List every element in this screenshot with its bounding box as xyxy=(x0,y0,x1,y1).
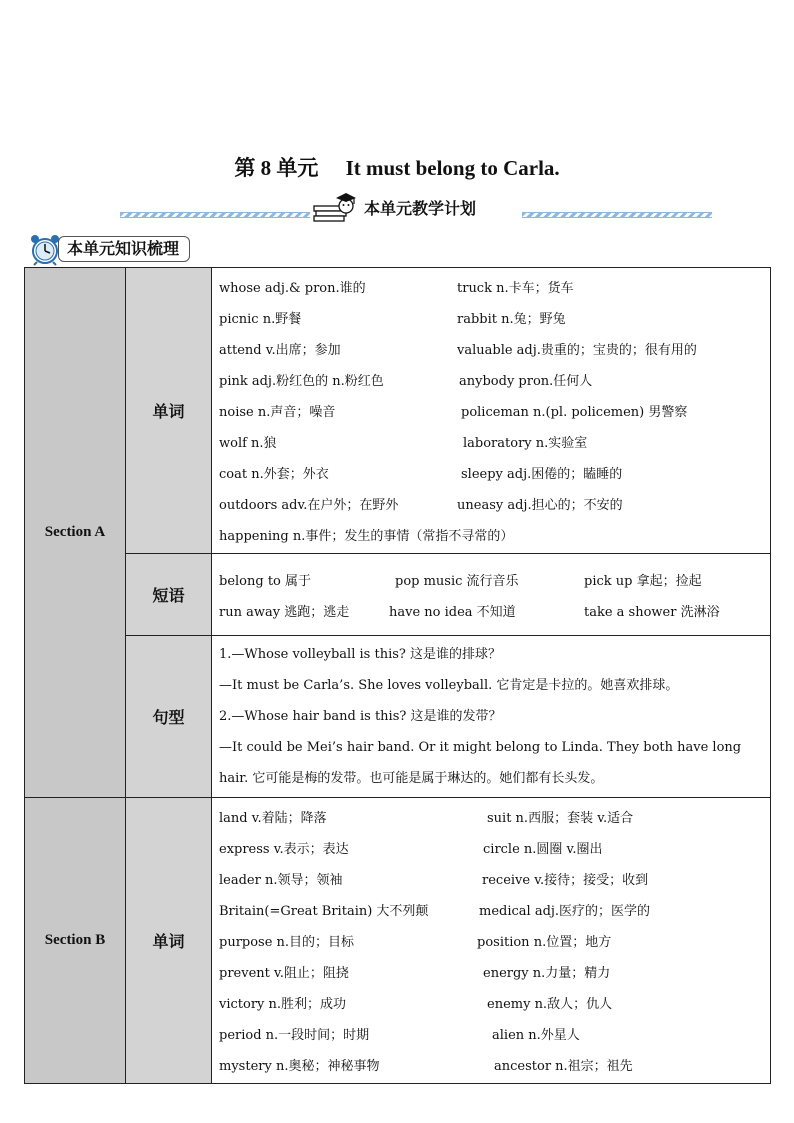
table-row xyxy=(25,798,771,1084)
section-a-sentence-label: 句型 xyxy=(126,636,212,798)
vocab-entry: attend v.出席；参加 xyxy=(219,343,341,358)
list-item xyxy=(219,333,764,364)
vocab-entry: anybody pron.任何人 xyxy=(459,374,593,389)
section-a-vocab-cell xyxy=(212,268,771,554)
books-graduation-cap-icon xyxy=(312,192,358,222)
list-item xyxy=(219,457,764,488)
section-a-phrase-label: 短语 xyxy=(126,554,212,636)
vocab-entry: pop music 流行音乐 xyxy=(395,573,519,589)
section-a-label: Section A xyxy=(25,268,126,798)
unit-number: 第 8 单元 xyxy=(234,156,319,180)
list-item xyxy=(219,488,764,519)
vocab-entry: prevent v.阻止；阻挠 xyxy=(219,966,349,981)
list-item xyxy=(219,987,764,1018)
vocab-entry: policeman n.(pl. policemen) 男警察 xyxy=(461,405,688,420)
vocab-entry: valuable adj.贵重的；宝贵的；很有用的 xyxy=(457,343,697,358)
vocab-entry: medical adj.医疗的；医学的 xyxy=(479,904,651,919)
vocab-entry: noise n.声音；噪音 xyxy=(219,405,336,420)
vocab-entry: position n.位置；地方 xyxy=(477,935,612,950)
vocab-entry: picnic n.野餐 xyxy=(219,312,302,327)
section-b-vocab-cell xyxy=(212,798,771,1084)
list-item: 1.—Whose volleyball is this? 这是谁的排球？ xyxy=(219,647,501,662)
list-item xyxy=(219,364,764,395)
list-item xyxy=(219,801,764,832)
vocab-entry: energy n.力量；精力 xyxy=(483,966,611,981)
vocab-entry: run away 逃跑；逃走 xyxy=(219,604,350,620)
list-item: —It could be Mei’s hair band. Or it might belong to Linda. They both have long xyxy=(219,740,742,755)
vocab-entry: circle n.圆圈 v.圈出 xyxy=(483,842,603,857)
vocab-entry: coat n.外套；外衣 xyxy=(219,467,329,482)
vocab-entry: laboratory n.实验室 xyxy=(463,436,588,451)
vocab-entry: belong to 属于 xyxy=(219,573,312,589)
vocab-entry: alien n.外星人 xyxy=(492,1028,580,1043)
vocab-entry: purpose n.目的；目标 xyxy=(219,935,355,950)
section-b-vocab-label: 单词 xyxy=(126,798,212,1084)
vocab-entry: suit n.西服；套装 v.适合 xyxy=(487,811,634,826)
table-row xyxy=(25,554,771,636)
vocab-entry: rabbit n.兔；野兔 xyxy=(457,312,566,327)
section-b-label: Section B xyxy=(25,798,126,1084)
vocab-entry: period n.一段时间；时期 xyxy=(219,1028,370,1043)
page-title xyxy=(0,152,794,182)
table-row xyxy=(25,268,771,554)
list-item xyxy=(219,863,764,894)
vocab-entry: uneasy adj.担心的；不安的 xyxy=(457,498,623,513)
vocab-entry: pink adj.粉红色的 n.粉红色 xyxy=(219,374,384,389)
vocab-entry: truck n.卡车；货车 xyxy=(457,281,574,296)
list-item xyxy=(219,426,764,457)
list-item xyxy=(219,519,764,550)
vocab-entry: land v.着陆；降落 xyxy=(219,811,327,826)
banner-rule-left xyxy=(120,212,310,218)
list-item: hair. 它可能是梅的发带。也可能是属于琳达的。她们都有长头发。 xyxy=(219,771,604,786)
knowledge-summary-label: 本单元知识梳理 xyxy=(58,236,190,262)
table-row xyxy=(25,636,771,798)
vocab-entry: sleepy adj.困倦的；瞌睡的 xyxy=(461,467,623,482)
vocab-entry: happening n.事件；发生的事情（常指不寻常的） xyxy=(219,529,514,544)
list-item xyxy=(219,1049,764,1080)
list-item: 2.—Whose hair band is this? 这是谁的发带？ xyxy=(219,709,502,724)
knowledge-table xyxy=(24,267,771,1084)
vocab-entry: wolf n.狼 xyxy=(219,436,277,451)
section-a-vocab-label: 单词 xyxy=(126,268,212,554)
section-a-sentence-cell xyxy=(212,636,771,798)
section-a-phrase-cell xyxy=(212,554,771,636)
vocab-entry: leader n.领导；领袖 xyxy=(219,873,343,888)
vocab-entry: enemy n.敌人；仇人 xyxy=(487,997,613,1012)
banner-rule-right xyxy=(522,212,712,218)
vocab-entry: express v.表示；表达 xyxy=(219,842,349,857)
list-item xyxy=(219,395,764,426)
unit-english-title: It must belong to Carla. xyxy=(345,156,560,180)
list-item xyxy=(219,925,764,956)
list-item xyxy=(219,302,764,333)
vocab-entry: pick up 拿起；捡起 xyxy=(584,573,702,589)
teaching-plan-banner xyxy=(120,192,712,222)
vocab-entry: Britain(=Great Britain) 大不列颠 xyxy=(219,904,429,919)
list-item xyxy=(219,595,764,626)
vocab-entry: receive v.接待；接受；收到 xyxy=(482,873,649,888)
vocab-entry: ancestor n.祖宗；祖先 xyxy=(494,1059,633,1074)
vocab-entry: whose adj.& pron.谁的 xyxy=(219,281,366,296)
vocab-entry: outdoors adv.在户外；在野外 xyxy=(219,498,399,513)
list-item xyxy=(219,894,764,925)
list-item xyxy=(219,271,764,302)
vocab-entry: take a shower 洗淋浴 xyxy=(584,604,720,620)
vocab-entry: have no idea 不知道 xyxy=(389,604,516,620)
vocab-entry: victory n.胜利；成功 xyxy=(219,997,347,1012)
list-item xyxy=(219,1018,764,1049)
banner-label: 本单元教学计划 xyxy=(364,199,477,218)
knowledge-summary-heading xyxy=(28,232,218,264)
vocab-entry: mystery n.奥秘；神秘事物 xyxy=(219,1059,380,1074)
list-item xyxy=(219,832,764,863)
list-item xyxy=(219,956,764,987)
list-item: —It must be Carla’s. She loves volleyball. 它肯定是卡拉的。她喜欢排球。 xyxy=(219,678,679,693)
list-item xyxy=(219,564,764,595)
